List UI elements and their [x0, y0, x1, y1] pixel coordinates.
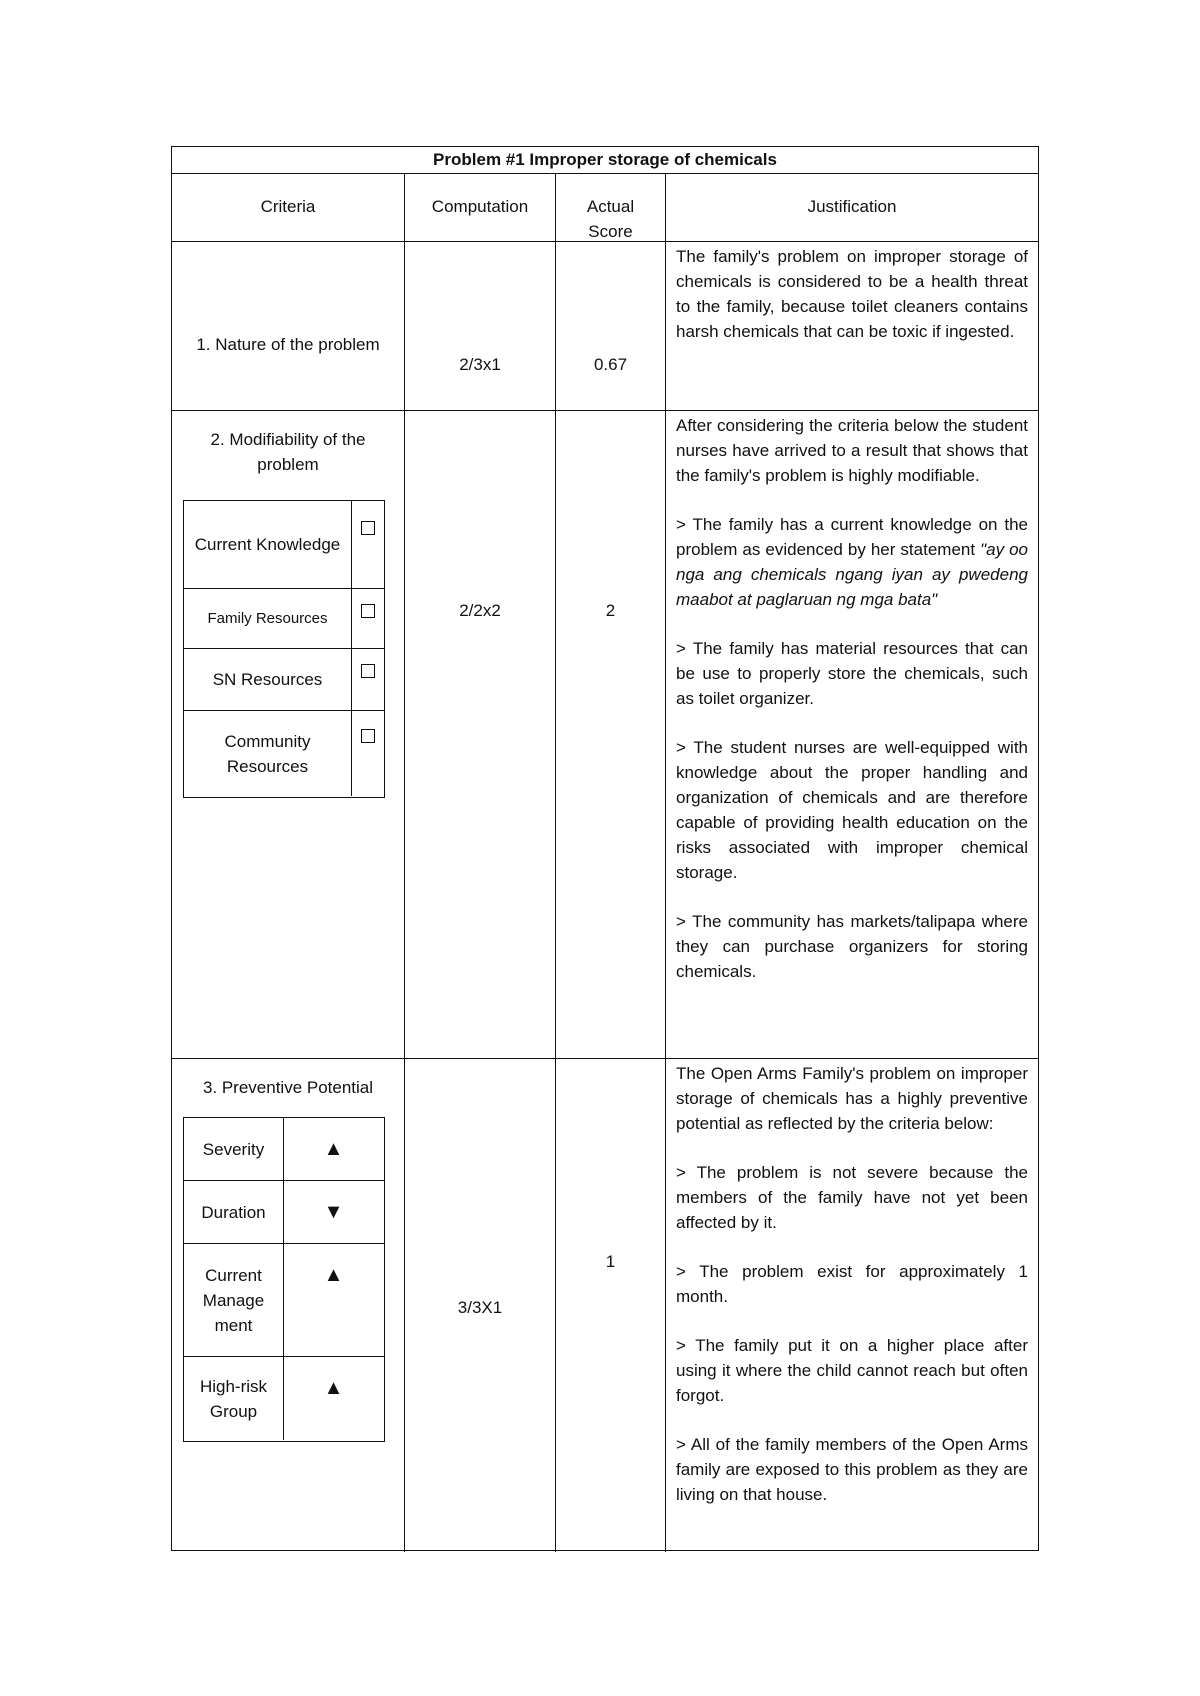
sub-item-label: Current Knowledge: [184, 501, 352, 588]
criteria-cell: [172, 411, 405, 1058]
justification-text: > The family put it on a higher place after using it where the child cannot reach but often forgot.: [676, 1336, 1028, 1405]
subtable-row: [184, 1357, 384, 1440]
header-row: [172, 174, 1038, 242]
header-actual-score: [556, 174, 666, 241]
justification-text: After considering the criteria below the student nurses have arrived to a result that shows that the family's problem is highly modifiable.: [676, 416, 1028, 485]
criteria-label: 1. Nature of the problem: [196, 335, 380, 354]
justification-cell: [666, 1059, 1038, 1552]
computation-cell: [405, 242, 556, 410]
sub-item-label: Severity: [184, 1118, 284, 1180]
justification-text: > The family has a current knowledge on the problem as evidenced by her statement "ay oo nga ang chemicals ngang iyan ay pwedeng maabot at paglaruan ng mga bata": [676, 515, 1028, 609]
criteria-label: 3. Preventive Potential: [202, 1078, 374, 1097]
subtable-row: [184, 649, 384, 711]
subtable-row: [184, 1118, 384, 1181]
modifiability-subtable: [183, 500, 385, 798]
priority-table: [171, 146, 1039, 1551]
header-justification: Justification: [807, 197, 897, 216]
score-value: 0.67: [593, 355, 628, 374]
computation-value: 2/3x1: [459, 355, 501, 374]
subtable-row: [184, 589, 384, 649]
header-actual-score-line2: Score: [588, 222, 633, 241]
score-cell: [556, 242, 666, 410]
family-quote: "ay oo nga ang chemicals ngang iyan ay pwedeng maabot at paglaruan ng mga bata": [676, 540, 1028, 609]
criteria-cell: [172, 242, 405, 410]
justification-text: > The family has material resources that can be use to properly store the chemicals, such as toilet organizer.: [676, 639, 1028, 708]
score-cell: [556, 411, 666, 1058]
subtable-row: [184, 1244, 384, 1357]
header-criteria: Criteria: [172, 174, 405, 241]
table-row: [172, 242, 1038, 411]
sub-item-label: SN Resources: [184, 649, 352, 710]
sub-item-label: High-risk Group: [184, 1357, 284, 1440]
justification-text: The family's problem on improper storage of chemicals is considered to be a health threat to the family, because toilet cleaners contains harsh chemicals that can be toxic if ingested.: [676, 247, 1028, 341]
criteria-cell: [172, 1059, 405, 1552]
table-row: [172, 1059, 1038, 1552]
triangle-down-icon: ▼: [323, 1201, 344, 1223]
justification-text: > The student nurses are well-equipped with knowledge about the proper handling and organization of chemicals and are therefore capable of providing health education on the risks associated with improper chemical storage.: [676, 738, 1028, 882]
subtable-row: [184, 501, 384, 589]
triangle-up-icon: ▲: [323, 1377, 344, 1399]
justification-text: > The problem exist for approximately 1 month.: [676, 1262, 1028, 1306]
sub-item-label: Community Resources: [184, 711, 352, 796]
checkbox-icon: [352, 711, 383, 796]
sub-item-label: Current Manage ment: [184, 1244, 284, 1356]
preventive-subtable: [183, 1117, 385, 1442]
computation-cell: [405, 411, 556, 1058]
computation-cell: [405, 1059, 556, 1552]
score-cell: [556, 1059, 666, 1552]
criteria-label: 2. Modifiability of the problem: [210, 430, 366, 474]
sub-item-label: Duration: [184, 1181, 284, 1243]
triangle-up-icon: ▲: [323, 1264, 344, 1286]
header-computation: Computation: [405, 174, 556, 241]
justification-text: > The community has markets/talipapa where they can purchase organizers for storing chemicals.: [676, 912, 1028, 981]
checkbox-icon: [352, 589, 383, 648]
justification-text: The Open Arms Family's problem on improper storage of chemicals has a highly preventive potential as reflected by the criteria below:: [676, 1064, 1028, 1133]
subtable-row: [184, 1181, 384, 1244]
checkbox-icon: [352, 501, 383, 588]
header-actual-score-line1: Actual: [586, 197, 635, 216]
triangle-up-icon: ▲: [323, 1138, 344, 1160]
table-row: [172, 411, 1038, 1059]
table-title: Problem #1 Improper storage of chemicals: [172, 147, 1038, 174]
justification-text: > All of the family members of the Open Arms family are exposed to this problem as they are living on that house.: [676, 1435, 1028, 1504]
computation-value: 2/2x2: [459, 601, 501, 620]
score-value: 1: [605, 1252, 616, 1271]
justification-text: > The problem is not severe because the members of the family have not yet been affected by it.: [676, 1163, 1028, 1232]
checkbox-icon: [352, 649, 383, 710]
sub-item-label: Family Resources: [184, 589, 352, 648]
justification-cell: [666, 411, 1038, 1058]
justification-cell: [666, 242, 1038, 410]
score-value: 2: [605, 601, 616, 620]
computation-value: 3/3X1: [457, 1298, 503, 1317]
subtable-row: [184, 711, 384, 796]
